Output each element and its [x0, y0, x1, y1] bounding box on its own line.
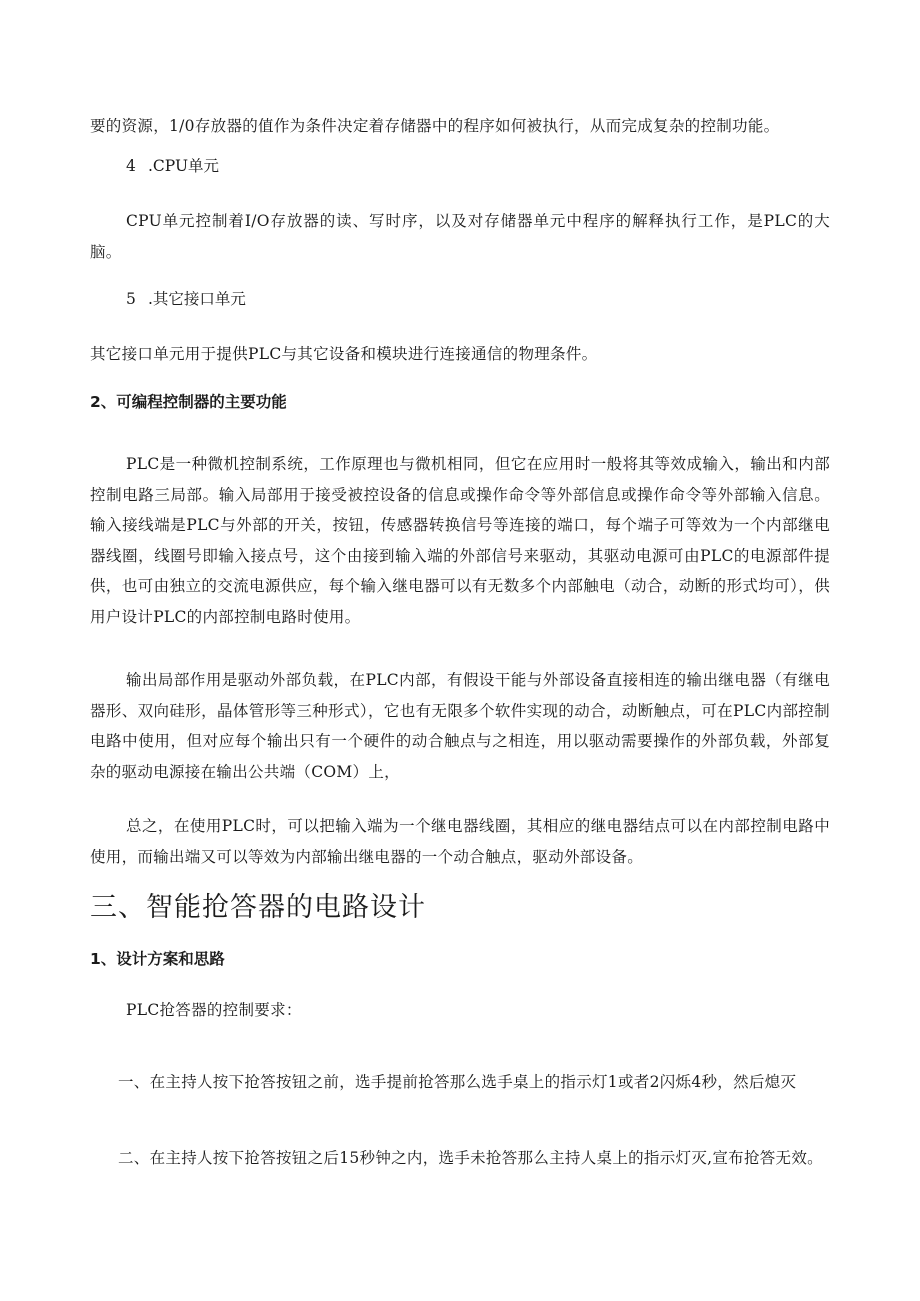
paragraph-functions-3: 总之，在使用PLC时，可以把输入端为一个继电器线圈，其相应的继电器结点可以在内部控制电路中使用，而输出端又可以等效为内部输出继电器的一个动合触点，驱动外部设备。: [90, 817, 830, 866]
list-item-number: 4: [126, 157, 136, 175]
list-item-label: .其它接口单元: [148, 290, 246, 308]
requirement-item-1: 一、在主持人按下抢答按钮之前，选手提前抢答那么选手桌上的指示灯1或者2闪烁4秒，然后熄灭: [118, 1073, 797, 1091]
chapter-heading: 三、智能抢答器的电路设计: [90, 892, 426, 923]
list-item-number: 5: [126, 290, 136, 308]
paragraph-functions-2: 输出局部作用是驱动外部负载，在PLC内部，有假设干能与外部设备直接相连的输出继电器（有继电器形、双向硅形，晶体管形等三种形式），它也有无限多个软件实现的动合，动断触点，可在PLC内部控制电路中使用，但对应每个输出只有一个硬件的动合触点与之相连，用以驱动需要操作的外部负载，外部复杂的驱动电源接在输出公共端（COM）上，: [90, 671, 830, 781]
list-item-cpu-unit: [126, 151, 866, 181]
section-heading-functions: 2、可编程控制器的主要功能: [90, 393, 287, 411]
requirement-item-2: 二、在主持人按下抢答按钮之后15秒钟之内，选手未抢答那么主持人桌上的指示灯灭,宣布抢答无效。: [118, 1149, 823, 1167]
paragraph-requirements: PLC抢答器的控制要求：: [126, 1001, 302, 1019]
paragraph-cpu: CPU单元控制着I/O存放器的读、写时序，以及对存储器单元中程序的解释执行工作，是PLC的大脑。: [90, 212, 830, 261]
paragraph-functions-1: PLC是一种微机控制系统，工作原理也与微机相同，但它在应用时一般将其等效成输入，输出和内部控制电路三局部。输入局部用于接受被控设备的信息或操作命令等外部信息或操作命令等外部输入信息。输入接线端是PLC与外部的开关，按钮，传感器转换信号等连接的端口，每个端子可等效为一个内部继电器线圈，线圈号即输入接点号，这个由接到输入端的外部信号来驱动，其驱动电源可由PLC的电源部件提供，也可由独立的交流电源供应，每个输入继电器可以有无数多个内部触电（动合，动断的形式均可），供用户设计PLC的内部控制电路时使用。: [90, 455, 830, 626]
list-item-label: .CPU单元: [148, 157, 220, 175]
list-item-interface-unit: [126, 284, 866, 314]
paragraph-interface: 其它接口单元用于提供PLC与其它设备和模块进行连接通信的物理条件。: [90, 345, 598, 363]
section-heading-design: 1、设计方案和思路: [90, 950, 225, 968]
paragraph-resource: 要的资源，1/0存放器的值作为条件决定着存储器中的程序如何被执行，从而完成复杂的控制功能。: [90, 117, 780, 135]
